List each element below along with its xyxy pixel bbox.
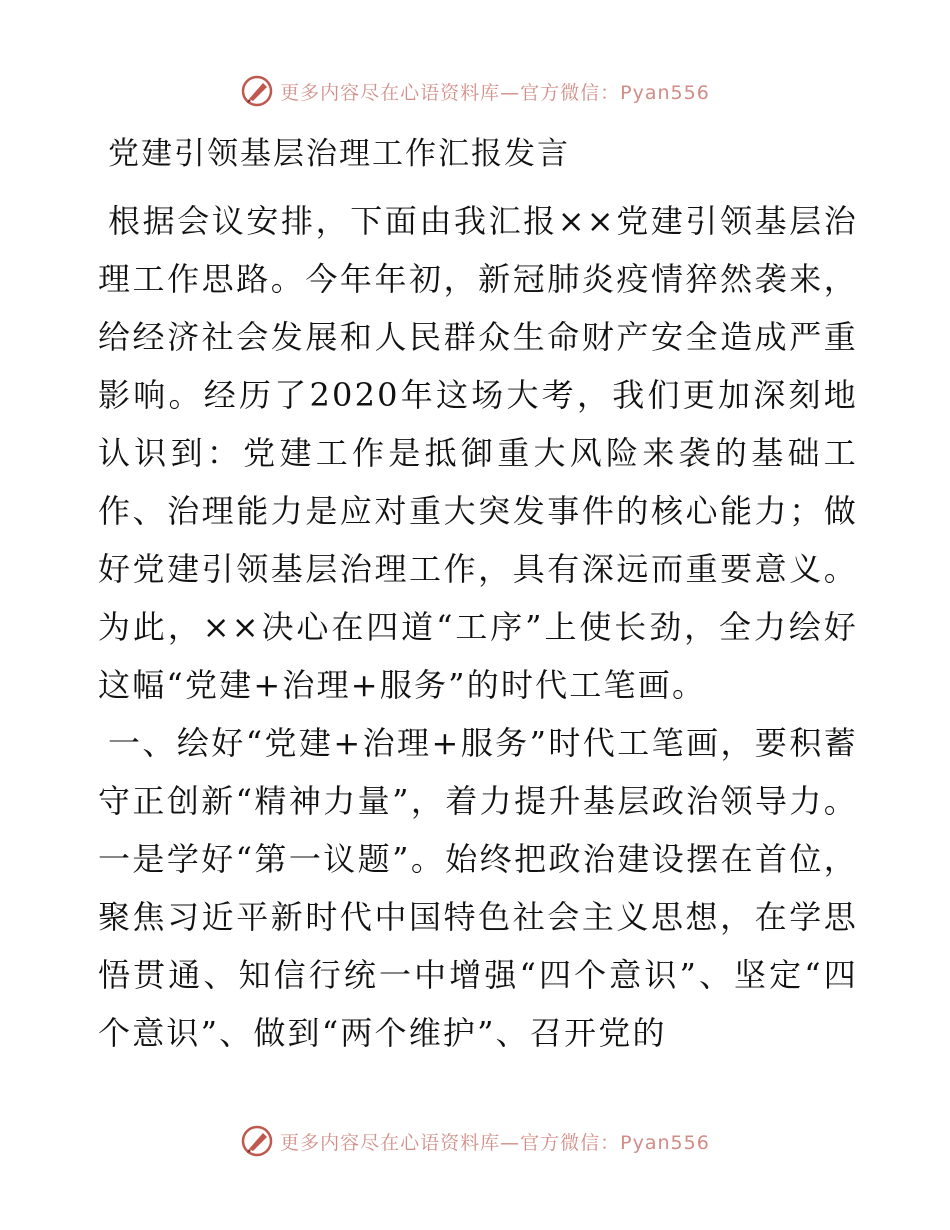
paragraph-intro: 根据会议安排，下面由我汇报××党建引领基层治理工作思路。今年年初，新冠肺炎疫情猝然袭来，给经济社会发展和人民群众生命财产安全造成严重影响。经历了2020年这场大考，我们更加深刻地认识到：党建工作是抵御重大风险来袭的基础工作、治理能力是应对重大突发事件的核心能力；做好党建引领基层治理工作，具有深远而重要意义。为此，××决心在四道“工序”上使长劲，全力绘好这幅“党建+治理+服务”的时代工笔画。 — [98, 202, 858, 704]
watermark-header — [0, 71, 950, 111]
watermark-footer — [0, 1121, 950, 1161]
pen-logo-icon — [240, 1124, 274, 1158]
paragraph-section-one: 一、绘好“党建+治理+服务”时代工笔画，要积蓄守正创新“精神力量”，着力提升基层政治领导力。一是学好“第一议题”。始终把政治建设摆在首位，聚焦习近平新时代中国特色社会主义思想，在学思悟贯通、知信行统一中增强“四个意识”、坚定“四个意识”、做到“两个维护”、召开党的 — [98, 724, 858, 1052]
watermark-text: 更多内容尽在心语资料库—官方微信：Pyan556 — [280, 81, 710, 104]
document-title: 党建引领基层治理工作汇报发言 — [108, 136, 570, 172]
pen-logo-icon — [240, 74, 274, 108]
watermark-text: 更多内容尽在心语资料库—官方微信：Pyan556 — [280, 1131, 710, 1154]
